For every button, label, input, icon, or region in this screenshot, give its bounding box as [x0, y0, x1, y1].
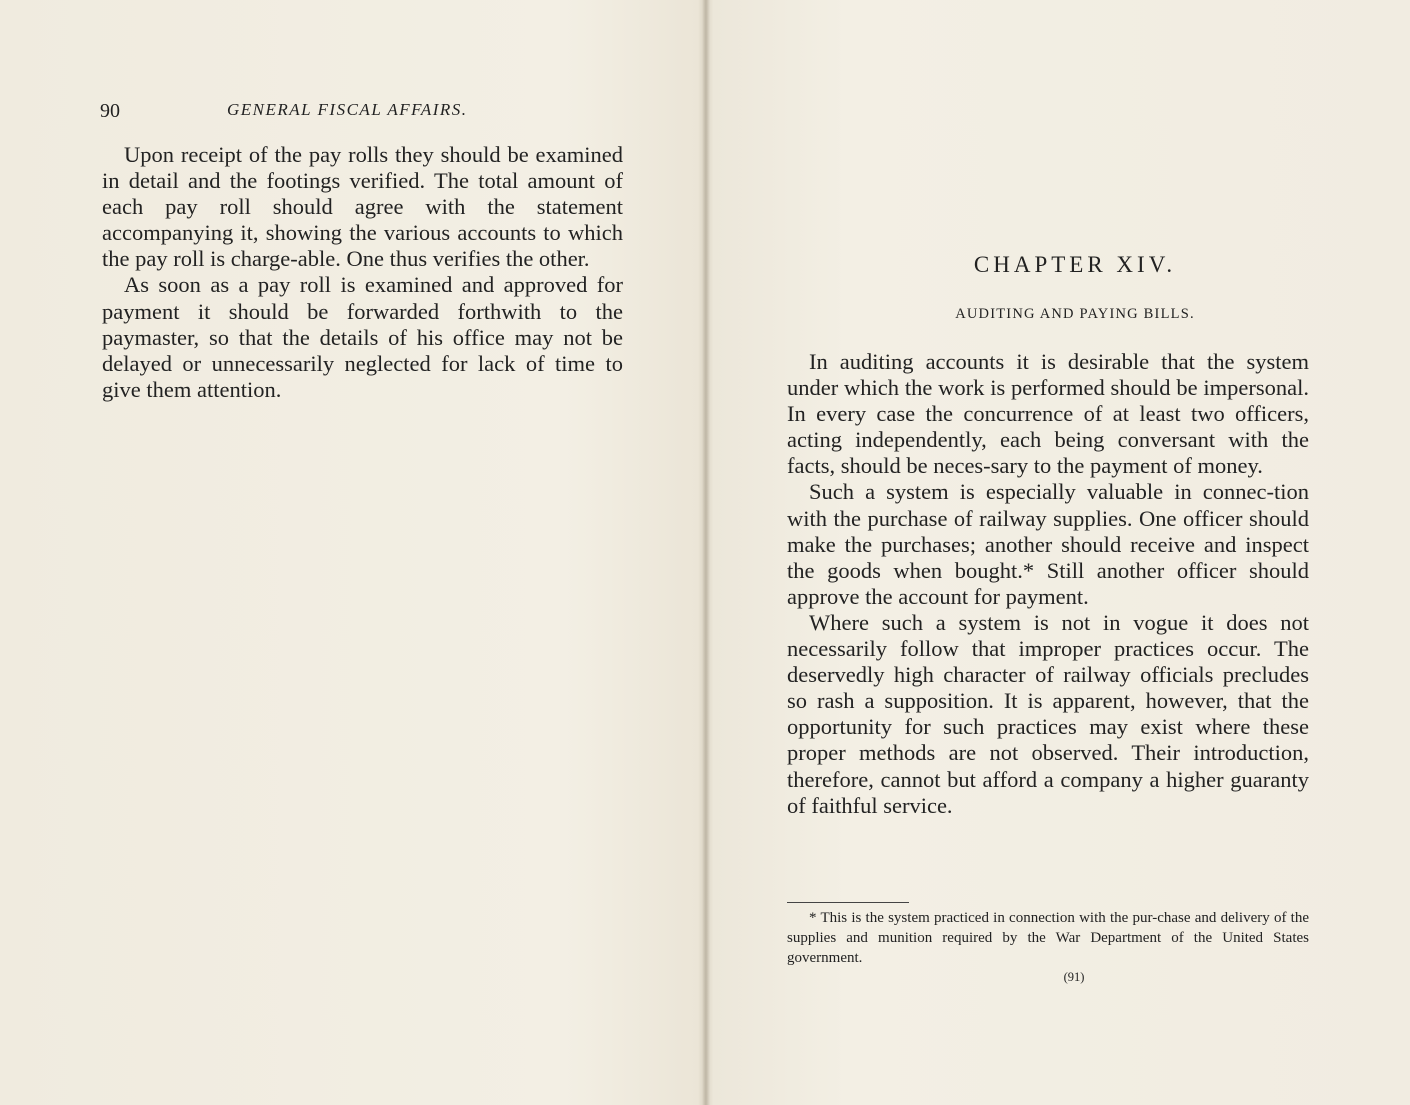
running-head-title: GENERAL FISCAL AFFAIRS. — [227, 100, 468, 119]
book-gutter — [702, 0, 710, 1105]
left-body-text — [102, 142, 623, 403]
chapter-title: CHAPTER XIV. — [973, 252, 1177, 277]
left-page — [0, 0, 702, 1105]
page-number-right: (91) — [1063, 970, 1085, 984]
running-head — [100, 96, 630, 124]
right-page — [710, 0, 1410, 1105]
paragraph: Upon receipt of the pay rolls they should be examined in detail and the footings verified. The total amount of each pay roll should agree with the statement accompanying it, showing the various accounts to which the pay roll is charge-able. One thus verifies the other. — [102, 142, 623, 272]
footnote: * This is the system practiced in connection with the pur-chase and delivery of the supplies and munition required by the War Department of the United States government. — [787, 910, 1309, 966]
footnote-rule — [787, 902, 909, 903]
paragraph: In auditing accounts it is desirable that the system under which the work is performed should be impersonal. In every case the concurrence of at least two officers, acting independently, each being conversant with the facts, should be neces-sary to the payment of money. — [787, 349, 1309, 479]
paragraph: As soon as a pay roll is examined and approved for payment it should be forwarded forthwith to the paymaster, so that the details of his office may not be delayed or unnecessarily neglected for lack of time to give them attention. — [102, 272, 623, 402]
paragraph: Such a system is especially valuable in connec-tion with the purchase of railway supplies. One officer should make the purchases; another should receive and inspect the goods when bought.* Still another officer should approve the account for payment. — [787, 479, 1309, 609]
paragraph: Where such a system is not in vogue it does not necessarily follow that improper practices occur. The deservedly high character of railway officials precludes so rash a supposition. It is apparent, however, that the opportunity for such practices may exist where these proper methods are not observed. Their introduction, therefore, cannot but afford a company a higher guaranty of faithful service. — [787, 609, 1309, 818]
chapter-subtitle: AUDITING AND PAYING BILLS. — [955, 306, 1195, 322]
page-number-left: 90 — [100, 100, 120, 122]
right-body-text — [787, 349, 1309, 819]
